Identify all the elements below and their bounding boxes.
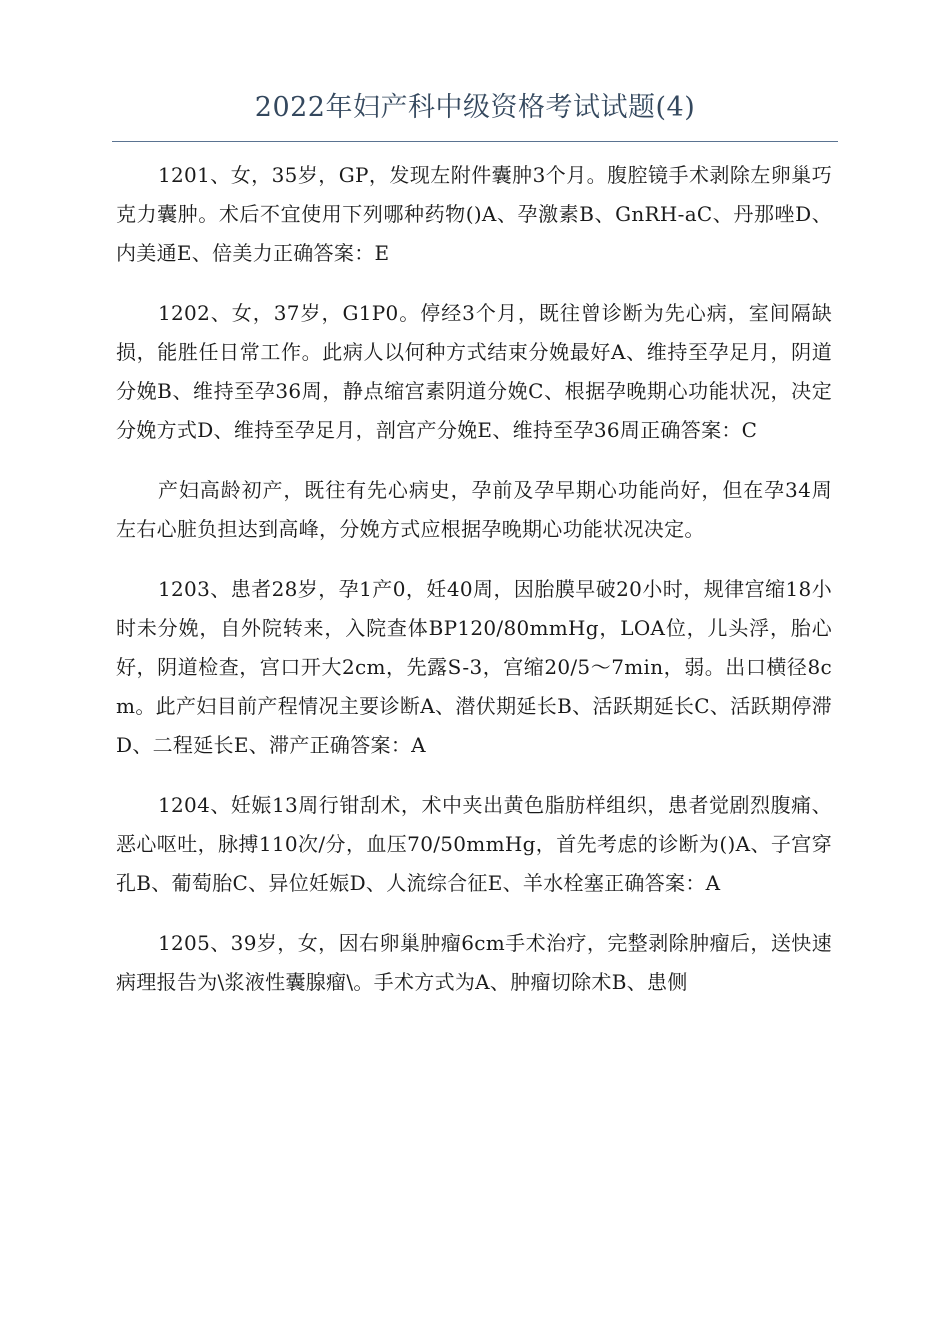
document-body [116,156,832,1023]
explanation-1202: 产妇高龄初产，既往有先心病史，孕前及孕早期心功能尚好，但在孕34周左右心脏负担达到高峰，分娩方式应根据孕晚期心功能状况决定。 [116,478,832,541]
question-1203: 1203、患者28岁，孕1产0，妊40周，因胎膜早破20小时，规律宫缩18小时未分娩，自外院转来，入院查体BP120/80mmHg，LOA位，儿头浮，胎心好，阴道检查，宫口开大2cm，先露S-3，宫缩20/5～7min，弱。出口横径8cm。此产妇目前产程情况主要诊断A、潜伏期延长B、活跃期延长C、活跃期停滞D、二程延长E、滞产正确答案：A [116,577,832,757]
question-1201: 1201、女，35岁，GP，发现左附件囊肿3个月。腹腔镜手术剥除左卵巢巧克力囊肿。术后不宜使用下列哪种药物()A、孕激素B、GnRH-aC、丹那唑D、内美通E、倍美力正确答案：E [116,163,832,265]
page-title: 2022年妇产科中级资格考试试题(4) [254,92,696,123]
title-divider [112,141,838,142]
question-1202: 1202、女，37岁，G1P0。停经3个月，既往曾诊断为先心病，室间隔缺损，能胜任日常工作。此病人以何种方式结束分娩最好A、维持至孕足月，阴道分娩B、维持至孕36周，静点缩宫素阴道分娩C、根据孕晚期心功能状况，决定分娩方式D、维持至孕足月，剖宫产分娩E、维持至孕36周正确答案：C [116,301,832,442]
question-1204: 1204、妊娠13周行钳刮术，术中夹出黄色脂肪样组织，患者觉剧烈腹痛、恶心呕吐，脉搏110次/分，血压70/50mmHg，首先考虑的诊断为()A、子宫穿孔B、葡萄胎C、异位妊娠D、人流综合征E、羊水栓塞正确答案：A [116,793,832,895]
question-1205: 1205、39岁，女，因右卵巢肿瘤6cm手术治疗，完整剥除肿瘤后，送快速病理报告为\浆液性囊腺瘤\。手术方式为A、肿瘤切除术B、患侧 [116,931,832,994]
